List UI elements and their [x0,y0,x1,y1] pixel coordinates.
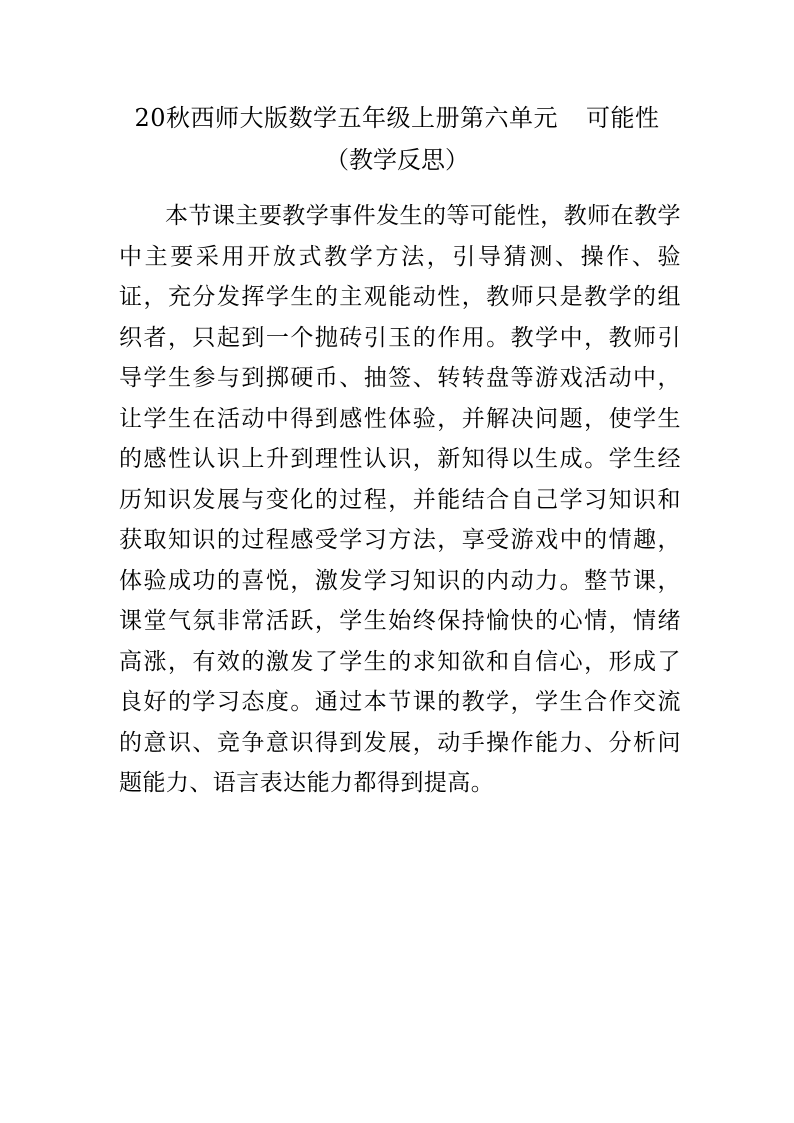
title-main: 20秋西师大版数学五年级上册第六单元 [134,104,559,132]
page-title [0,98,794,138]
title-topic: 可能性 [586,104,660,132]
body-paragraph: 本节课主要教学事件发生的等可能性，教师在教学中主要采用开放式教学方法，引导猜测、操作、验证，充分发挥学生的主观能动性，教师只是教学的组织者，只起到一个抛砖引玉的作用。教学中，教师引导学生参与到掷硬币、抽签、转转盘等游戏活动中，让学生在活动中得到感性体验，并解决问题，使学生的感性认识上升到理性认识，新知得以生成。学生经历知识发展与变化的过程，并能结合自己学习知识和获取知识的过程感受学习方法，享受游戏中的情趣，体验成功的喜悦，激发学习知识的内动力。整节课，课堂气氛非常活跃，学生始终保持愉快的心情，情绪高涨，有效的激发了学生的求知欲和自信心，形成了良好的学习态度。通过本节课的教学，学生合作交流的意识、竞争意识得到发展，动手操作能力、分析问题能力、语言表达能力都得到提高。 [119,203,681,796]
page-subtitle: （教学反思） [325,146,469,174]
title-block [0,98,794,180]
